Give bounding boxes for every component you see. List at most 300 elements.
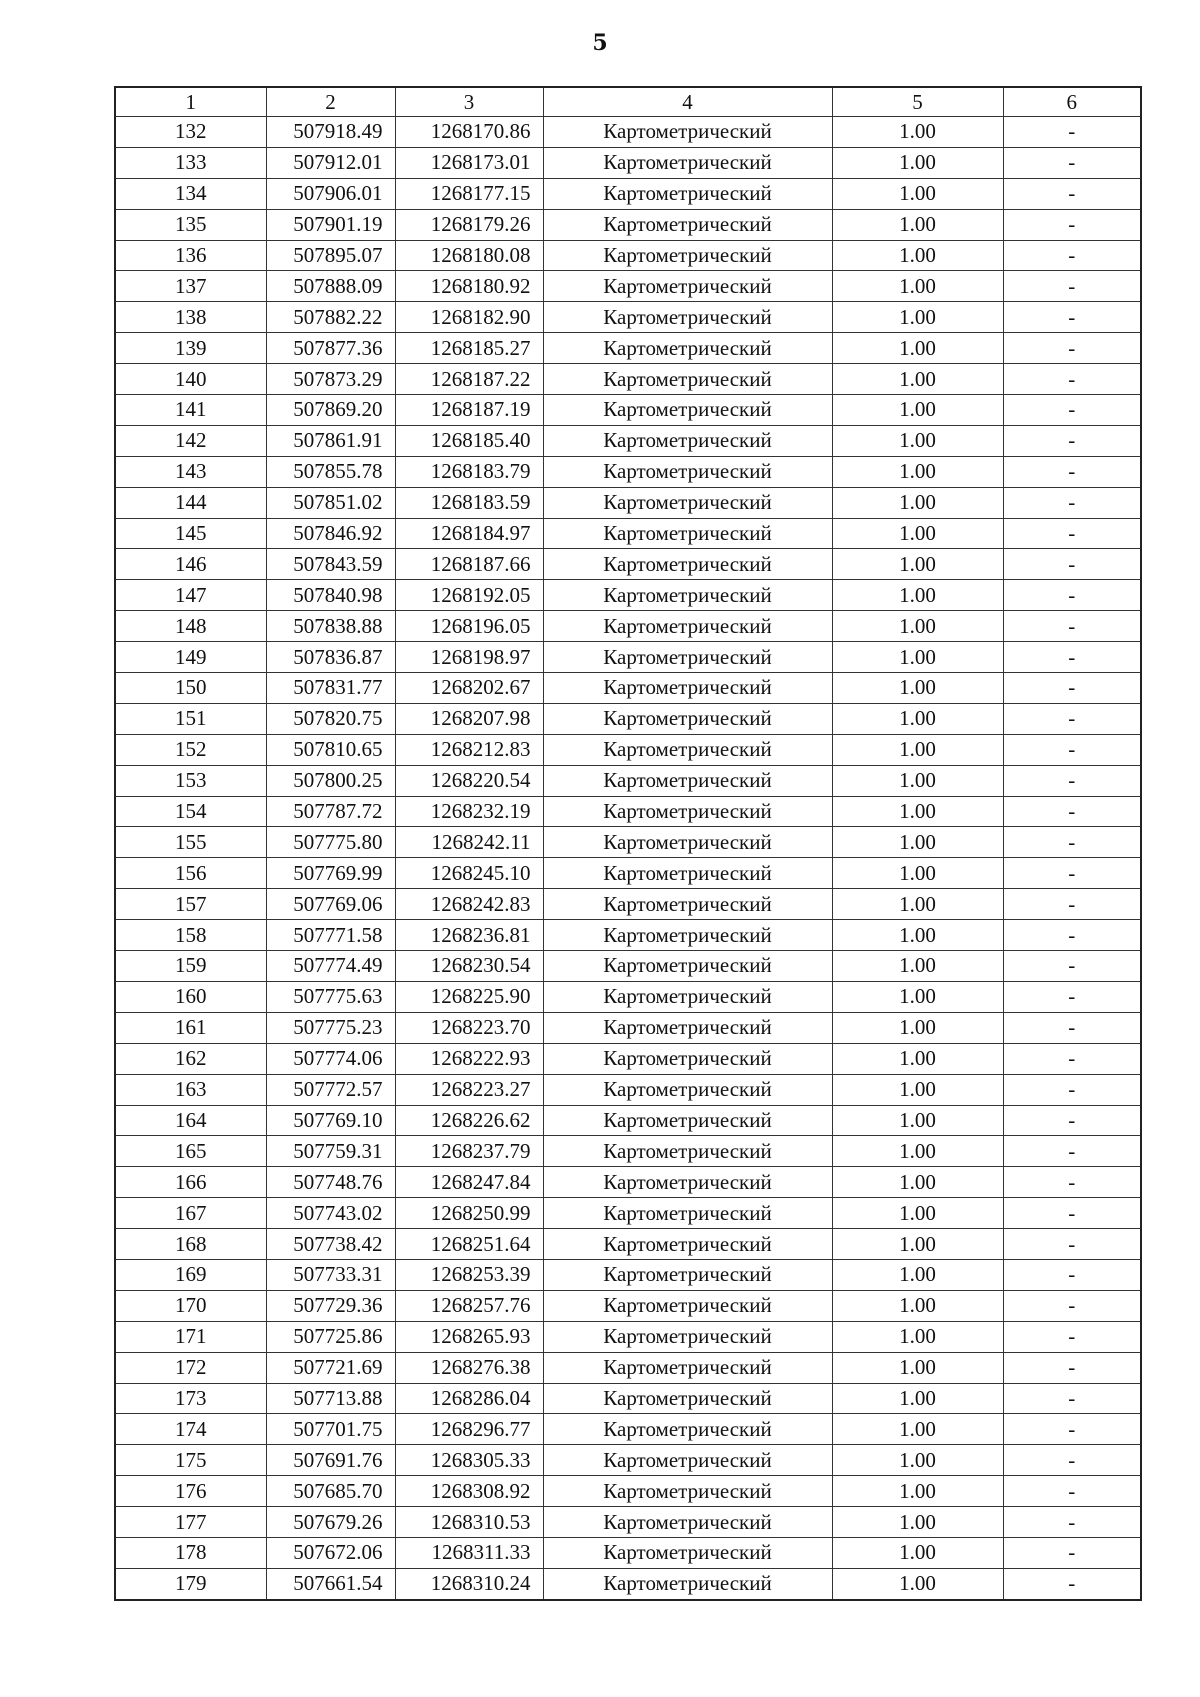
table-cell-col-4: Картометрический xyxy=(543,333,832,364)
table-cell-col-6: - xyxy=(1003,487,1141,518)
table-cell-col-1: 152 xyxy=(115,734,266,765)
table-cell-col-2: 507721.69 xyxy=(266,1352,395,1383)
table-cell-col-3: 1268173.01 xyxy=(395,147,543,178)
table-cell-col-1: 145 xyxy=(115,518,266,549)
table-cell-col-3: 1268170.86 xyxy=(395,117,543,148)
table-cell-col-2: 507895.07 xyxy=(266,240,395,271)
table-cell-col-2: 507846.92 xyxy=(266,518,395,549)
table-cell-col-4: Картометрический xyxy=(543,1012,832,1043)
table-cell-col-5: 1.00 xyxy=(832,703,1003,734)
table-cell-col-3: 1268237.79 xyxy=(395,1136,543,1167)
table-row xyxy=(115,827,1141,858)
table-row xyxy=(115,858,1141,889)
table-cell-col-2: 507861.91 xyxy=(266,425,395,456)
table-cell-col-1: 141 xyxy=(115,395,266,426)
table-cell-col-6: - xyxy=(1003,117,1141,148)
table-cell-col-4: Картометрический xyxy=(543,425,832,456)
table-cell-col-5: 1.00 xyxy=(832,1321,1003,1352)
table-cell-col-6: - xyxy=(1003,333,1141,364)
table-cell-col-5: 1.00 xyxy=(832,1259,1003,1290)
table-row xyxy=(115,1012,1141,1043)
table-cell-col-1: 170 xyxy=(115,1290,266,1321)
table-cell-col-5: 1.00 xyxy=(832,117,1003,148)
table-cell-col-1: 162 xyxy=(115,1043,266,1074)
table-cell-col-3: 1268236.81 xyxy=(395,920,543,951)
table-cell-col-1: 154 xyxy=(115,796,266,827)
table-cell-col-6: - xyxy=(1003,734,1141,765)
table-row xyxy=(115,240,1141,271)
table-cell-col-6: - xyxy=(1003,549,1141,580)
table-cell-col-1: 137 xyxy=(115,271,266,302)
table-cell-col-4: Картометрический xyxy=(543,1043,832,1074)
table-cell-col-2: 507838.88 xyxy=(266,611,395,642)
table-cell-col-5: 1.00 xyxy=(832,1198,1003,1229)
table-cell-col-4: Картометрический xyxy=(543,827,832,858)
table-cell-col-5: 1.00 xyxy=(832,271,1003,302)
table-cell-col-3: 1268251.64 xyxy=(395,1229,543,1260)
table-cell-col-6: - xyxy=(1003,271,1141,302)
table-cell-col-5: 1.00 xyxy=(832,487,1003,518)
table-cell-col-1: 144 xyxy=(115,487,266,518)
table-row xyxy=(115,981,1141,1012)
table-row xyxy=(115,1229,1141,1260)
table-cell-col-4: Картометрический xyxy=(543,1445,832,1476)
table-cell-col-6: - xyxy=(1003,240,1141,271)
table-cell-col-2: 507882.22 xyxy=(266,302,395,333)
table-cell-col-6: - xyxy=(1003,1043,1141,1074)
table-cell-col-3: 1268192.05 xyxy=(395,580,543,611)
table-cell-col-3: 1268182.90 xyxy=(395,302,543,333)
table-row xyxy=(115,178,1141,209)
table-cell-col-1: 173 xyxy=(115,1383,266,1414)
table-cell-col-6: - xyxy=(1003,302,1141,333)
table-cell-col-4: Картометрический xyxy=(543,364,832,395)
table-cell-col-5: 1.00 xyxy=(832,889,1003,920)
coordinates-table xyxy=(114,86,1142,1601)
table-cell-col-1: 161 xyxy=(115,1012,266,1043)
table-cell-col-1: 166 xyxy=(115,1167,266,1198)
table-row xyxy=(115,1414,1141,1445)
table-row xyxy=(115,1383,1141,1414)
table-cell-col-4: Картометрический xyxy=(543,858,832,889)
table-cell-col-2: 507691.76 xyxy=(266,1445,395,1476)
table-cell-col-3: 1268308.92 xyxy=(395,1476,543,1507)
table-header xyxy=(115,87,1141,117)
table-cell-col-4: Картометрический xyxy=(543,1290,832,1321)
table-cell-col-6: - xyxy=(1003,796,1141,827)
table-cell-col-1: 176 xyxy=(115,1476,266,1507)
header-row xyxy=(115,87,1141,117)
table-cell-col-5: 1.00 xyxy=(832,858,1003,889)
table-cell-col-1: 172 xyxy=(115,1352,266,1383)
table-cell-col-3: 1268310.53 xyxy=(395,1507,543,1538)
table-cell-col-5: 1.00 xyxy=(832,147,1003,178)
table-cell-col-4: Картометрический xyxy=(543,1383,832,1414)
table-cell-col-3: 1268310.24 xyxy=(395,1568,543,1599)
table-cell-col-5: 1.00 xyxy=(832,1352,1003,1383)
table-cell-col-6: - xyxy=(1003,920,1141,951)
table-cell-col-3: 1268296.77 xyxy=(395,1414,543,1445)
table-cell-col-3: 1268198.97 xyxy=(395,642,543,673)
table-cell-col-5: 1.00 xyxy=(832,951,1003,982)
table-cell-col-2: 507733.31 xyxy=(266,1259,395,1290)
table-cell-col-2: 507661.54 xyxy=(266,1568,395,1599)
table-cell-col-4: Картометрический xyxy=(543,734,832,765)
table-cell-col-3: 1268311.33 xyxy=(395,1537,543,1568)
table-cell-col-5: 1.00 xyxy=(832,1507,1003,1538)
table-cell-col-6: - xyxy=(1003,178,1141,209)
table-cell-col-6: - xyxy=(1003,1198,1141,1229)
table-cell-col-6: - xyxy=(1003,1167,1141,1198)
table-cell-col-6: - xyxy=(1003,703,1141,734)
table-cell-col-5: 1.00 xyxy=(832,1012,1003,1043)
table-cell-col-1: 153 xyxy=(115,765,266,796)
table-cell-col-6: - xyxy=(1003,611,1141,642)
table-cell-col-3: 1268183.59 xyxy=(395,487,543,518)
table-cell-col-6: - xyxy=(1003,395,1141,426)
table-cell-col-1: 164 xyxy=(115,1105,266,1136)
table-cell-col-4: Картометрический xyxy=(543,1167,832,1198)
table-row xyxy=(115,1167,1141,1198)
table-cell-col-1: 158 xyxy=(115,920,266,951)
table-cell-col-3: 1268265.93 xyxy=(395,1321,543,1352)
table-cell-col-2: 507775.23 xyxy=(266,1012,395,1043)
table-row xyxy=(115,734,1141,765)
table-cell-col-6: - xyxy=(1003,1136,1141,1167)
table-cell-col-1: 159 xyxy=(115,951,266,982)
table-cell-col-3: 1268245.10 xyxy=(395,858,543,889)
table-cell-col-5: 1.00 xyxy=(832,456,1003,487)
table-cell-col-3: 1268202.67 xyxy=(395,673,543,704)
table-cell-col-4: Картометрический xyxy=(543,1476,832,1507)
table-cell-col-6: - xyxy=(1003,1012,1141,1043)
table-cell-col-6: - xyxy=(1003,456,1141,487)
table-cell-col-6: - xyxy=(1003,1074,1141,1105)
table-cell-col-5: 1.00 xyxy=(832,178,1003,209)
table-cell-col-4: Картометрический xyxy=(543,1105,832,1136)
table-cell-col-3: 1268232.19 xyxy=(395,796,543,827)
table-cell-col-3: 1268185.40 xyxy=(395,425,543,456)
table-cell-col-4: Картометрический xyxy=(543,209,832,240)
table-cell-col-2: 507877.36 xyxy=(266,333,395,364)
table-cell-col-4: Картометрический xyxy=(543,518,832,549)
table-row xyxy=(115,920,1141,951)
table-cell-col-3: 1268179.26 xyxy=(395,209,543,240)
table-cell-col-4: Картометрический xyxy=(543,1074,832,1105)
table-row xyxy=(115,580,1141,611)
table-row xyxy=(115,425,1141,456)
table-cell-col-5: 1.00 xyxy=(832,364,1003,395)
table-cell-col-2: 507774.49 xyxy=(266,951,395,982)
table-cell-col-1: 138 xyxy=(115,302,266,333)
table-cell-col-2: 507775.80 xyxy=(266,827,395,858)
table-cell-col-2: 507787.72 xyxy=(266,796,395,827)
table-cell-col-5: 1.00 xyxy=(832,1043,1003,1074)
page-number: 5 xyxy=(592,30,608,56)
column-header-6: 6 xyxy=(1003,87,1141,117)
table-cell-col-3: 1268187.66 xyxy=(395,549,543,580)
table-cell-col-1: 157 xyxy=(115,889,266,920)
table-cell-col-6: - xyxy=(1003,642,1141,673)
table-cell-col-6: - xyxy=(1003,1507,1141,1538)
table-cell-col-5: 1.00 xyxy=(832,1476,1003,1507)
table-row xyxy=(115,642,1141,673)
table-cell-col-2: 507701.75 xyxy=(266,1414,395,1445)
table-cell-col-5: 1.00 xyxy=(832,673,1003,704)
table-cell-col-1: 149 xyxy=(115,642,266,673)
column-header-1: 1 xyxy=(115,87,266,117)
table-row xyxy=(115,1136,1141,1167)
column-header-2: 2 xyxy=(266,87,395,117)
table-cell-col-4: Картометрический xyxy=(543,673,832,704)
table-row xyxy=(115,456,1141,487)
table-row xyxy=(115,1352,1141,1383)
table-cell-col-5: 1.00 xyxy=(832,642,1003,673)
table-cell-col-6: - xyxy=(1003,1290,1141,1321)
table-row xyxy=(115,1074,1141,1105)
table-cell-col-2: 507851.02 xyxy=(266,487,395,518)
table-cell-col-3: 1268180.08 xyxy=(395,240,543,271)
table-cell-col-5: 1.00 xyxy=(832,1074,1003,1105)
table-row xyxy=(115,333,1141,364)
table-cell-col-5: 1.00 xyxy=(832,1537,1003,1568)
table-cell-col-6: - xyxy=(1003,1383,1141,1414)
table-cell-col-5: 1.00 xyxy=(832,1167,1003,1198)
table-row xyxy=(115,1105,1141,1136)
table-cell-col-4: Картометрический xyxy=(543,1321,832,1352)
table-cell-col-6: - xyxy=(1003,147,1141,178)
table-cell-col-1: 150 xyxy=(115,673,266,704)
table-cell-col-6: - xyxy=(1003,580,1141,611)
table-cell-col-4: Картометрический xyxy=(543,147,832,178)
table-cell-col-4: Картометрический xyxy=(543,580,832,611)
table-cell-col-5: 1.00 xyxy=(832,302,1003,333)
table-cell-col-1: 178 xyxy=(115,1537,266,1568)
table-cell-col-6: - xyxy=(1003,425,1141,456)
table-cell-col-1: 160 xyxy=(115,981,266,1012)
table-cell-col-4: Картометрический xyxy=(543,456,832,487)
table-cell-col-6: - xyxy=(1003,1476,1141,1507)
table-row xyxy=(115,796,1141,827)
table-cell-col-3: 1268180.92 xyxy=(395,271,543,302)
table-cell-col-2: 507918.49 xyxy=(266,117,395,148)
table-cell-col-1: 171 xyxy=(115,1321,266,1352)
table-cell-col-3: 1268223.27 xyxy=(395,1074,543,1105)
table-cell-col-1: 147 xyxy=(115,580,266,611)
table-cell-col-1: 156 xyxy=(115,858,266,889)
table-cell-col-6: - xyxy=(1003,673,1141,704)
table-row xyxy=(115,1445,1141,1476)
table-cell-col-3: 1268247.84 xyxy=(395,1167,543,1198)
table-row xyxy=(115,117,1141,148)
table-row xyxy=(115,1476,1141,1507)
table-cell-col-3: 1268187.19 xyxy=(395,395,543,426)
table-cell-col-4: Картометрический xyxy=(543,981,832,1012)
column-header-3: 3 xyxy=(395,87,543,117)
table-cell-col-6: - xyxy=(1003,1105,1141,1136)
table-cell-col-6: - xyxy=(1003,1259,1141,1290)
table-cell-col-5: 1.00 xyxy=(832,1105,1003,1136)
table-cell-col-4: Картометрический xyxy=(543,487,832,518)
table-row xyxy=(115,889,1141,920)
table-cell-col-2: 507843.59 xyxy=(266,549,395,580)
table-cell-col-6: - xyxy=(1003,889,1141,920)
table-cell-col-3: 1268220.54 xyxy=(395,765,543,796)
table-cell-col-3: 1268286.04 xyxy=(395,1383,543,1414)
table-cell-col-4: Картометрический xyxy=(543,1229,832,1260)
table-cell-col-6: - xyxy=(1003,951,1141,982)
table-row xyxy=(115,395,1141,426)
table-cell-col-4: Картометрический xyxy=(543,549,832,580)
table-cell-col-5: 1.00 xyxy=(832,240,1003,271)
table-cell-col-5: 1.00 xyxy=(832,1414,1003,1445)
table-cell-col-3: 1268242.83 xyxy=(395,889,543,920)
table-cell-col-6: - xyxy=(1003,518,1141,549)
table-cell-col-4: Картометрический xyxy=(543,1352,832,1383)
table-body xyxy=(115,117,1141,1600)
table-cell-col-6: - xyxy=(1003,1352,1141,1383)
table-cell-col-4: Картометрический xyxy=(543,1136,832,1167)
table-cell-col-2: 507679.26 xyxy=(266,1507,395,1538)
table-row xyxy=(115,209,1141,240)
column-header-4: 4 xyxy=(543,87,832,117)
table-cell-col-1: 135 xyxy=(115,209,266,240)
table-cell-col-1: 148 xyxy=(115,611,266,642)
table-row xyxy=(115,147,1141,178)
table-cell-col-5: 1.00 xyxy=(832,611,1003,642)
table-cell-col-2: 507725.86 xyxy=(266,1321,395,1352)
table-cell-col-6: - xyxy=(1003,1568,1141,1599)
table-row xyxy=(115,1537,1141,1568)
table-cell-col-5: 1.00 xyxy=(832,209,1003,240)
table-cell-col-2: 507840.98 xyxy=(266,580,395,611)
table-cell-col-4: Картометрический xyxy=(543,302,832,333)
table-cell-col-2: 507769.10 xyxy=(266,1105,395,1136)
table-cell-col-4: Картометрический xyxy=(543,178,832,209)
table-cell-col-4: Картометрический xyxy=(543,1537,832,1568)
table-row xyxy=(115,1321,1141,1352)
table-cell-col-5: 1.00 xyxy=(832,549,1003,580)
table-cell-col-4: Картометрический xyxy=(543,889,832,920)
table-cell-col-2: 507873.29 xyxy=(266,364,395,395)
table-row xyxy=(115,364,1141,395)
table-cell-col-3: 1268257.76 xyxy=(395,1290,543,1321)
table-cell-col-2: 507906.01 xyxy=(266,178,395,209)
table-cell-col-6: - xyxy=(1003,1537,1141,1568)
table-cell-col-1: 134 xyxy=(115,178,266,209)
table-cell-col-4: Картометрический xyxy=(543,951,832,982)
table-cell-col-2: 507836.87 xyxy=(266,642,395,673)
table-cell-col-5: 1.00 xyxy=(832,395,1003,426)
table-cell-col-1: 163 xyxy=(115,1074,266,1105)
table-cell-col-5: 1.00 xyxy=(832,734,1003,765)
table-cell-col-3: 1268177.15 xyxy=(395,178,543,209)
table-cell-col-1: 174 xyxy=(115,1414,266,1445)
table-cell-col-3: 1268212.83 xyxy=(395,734,543,765)
table-cell-col-4: Картометрический xyxy=(543,117,832,148)
table-cell-col-1: 167 xyxy=(115,1198,266,1229)
table-cell-col-5: 1.00 xyxy=(832,827,1003,858)
table-cell-col-4: Картометрический xyxy=(543,1259,832,1290)
table-row xyxy=(115,673,1141,704)
table-cell-col-2: 507738.42 xyxy=(266,1229,395,1260)
table-cell-col-6: - xyxy=(1003,1414,1141,1445)
table-cell-col-3: 1268207.98 xyxy=(395,703,543,734)
table-cell-col-1: 146 xyxy=(115,549,266,580)
table-cell-col-6: - xyxy=(1003,364,1141,395)
table-cell-col-3: 1268183.79 xyxy=(395,456,543,487)
table-row xyxy=(115,951,1141,982)
table-cell-col-5: 1.00 xyxy=(832,796,1003,827)
table-cell-col-2: 507672.06 xyxy=(266,1537,395,1568)
table-row xyxy=(115,1259,1141,1290)
table-row xyxy=(115,302,1141,333)
table-cell-col-5: 1.00 xyxy=(832,1290,1003,1321)
table-cell-col-3: 1268222.93 xyxy=(395,1043,543,1074)
table-cell-col-3: 1268226.62 xyxy=(395,1105,543,1136)
table-cell-col-3: 1268276.38 xyxy=(395,1352,543,1383)
table-row xyxy=(115,1568,1141,1599)
table-row xyxy=(115,1507,1141,1538)
table-cell-col-4: Картометрический xyxy=(543,611,832,642)
table-cell-col-1: 155 xyxy=(115,827,266,858)
table-row xyxy=(115,1198,1141,1229)
table-cell-col-3: 1268225.90 xyxy=(395,981,543,1012)
table-cell-col-2: 507769.99 xyxy=(266,858,395,889)
table-cell-col-4: Картометрический xyxy=(543,1414,832,1445)
table-cell-col-4: Картометрический xyxy=(543,1198,832,1229)
table-cell-col-4: Картометрический xyxy=(543,642,832,673)
table-cell-col-3: 1268223.70 xyxy=(395,1012,543,1043)
table-cell-col-5: 1.00 xyxy=(832,765,1003,796)
table-cell-col-5: 1.00 xyxy=(832,333,1003,364)
table-cell-col-4: Картометрический xyxy=(543,703,832,734)
table-cell-col-2: 507888.09 xyxy=(266,271,395,302)
table-cell-col-6: - xyxy=(1003,981,1141,1012)
table-cell-col-4: Картометрический xyxy=(543,765,832,796)
table-cell-col-1: 177 xyxy=(115,1507,266,1538)
table-cell-col-2: 507810.65 xyxy=(266,734,395,765)
table-row xyxy=(115,1290,1141,1321)
column-header-5: 5 xyxy=(832,87,1003,117)
table-row xyxy=(115,1043,1141,1074)
table-cell-col-5: 1.00 xyxy=(832,1229,1003,1260)
table-cell-col-5: 1.00 xyxy=(832,580,1003,611)
table-cell-col-5: 1.00 xyxy=(832,1568,1003,1599)
table-cell-col-1: 139 xyxy=(115,333,266,364)
table-cell-col-3: 1268187.22 xyxy=(395,364,543,395)
table-cell-col-5: 1.00 xyxy=(832,1383,1003,1414)
table-cell-col-5: 1.00 xyxy=(832,981,1003,1012)
table-row xyxy=(115,271,1141,302)
table-cell-col-2: 507713.88 xyxy=(266,1383,395,1414)
table-cell-col-3: 1268250.99 xyxy=(395,1198,543,1229)
table-cell-col-6: - xyxy=(1003,858,1141,889)
table-cell-col-1: 133 xyxy=(115,147,266,178)
table-cell-col-6: - xyxy=(1003,1229,1141,1260)
table-cell-col-4: Картометрический xyxy=(543,395,832,426)
table-cell-col-3: 1268253.39 xyxy=(395,1259,543,1290)
table-row xyxy=(115,765,1141,796)
table-cell-col-2: 507772.57 xyxy=(266,1074,395,1105)
table-cell-col-6: - xyxy=(1003,1321,1141,1352)
table-cell-col-2: 507748.76 xyxy=(266,1167,395,1198)
table-cell-col-1: 136 xyxy=(115,240,266,271)
table-cell-col-3: 1268185.27 xyxy=(395,333,543,364)
table-cell-col-6: - xyxy=(1003,765,1141,796)
table-cell-col-3: 1268196.05 xyxy=(395,611,543,642)
table-cell-col-2: 507820.75 xyxy=(266,703,395,734)
